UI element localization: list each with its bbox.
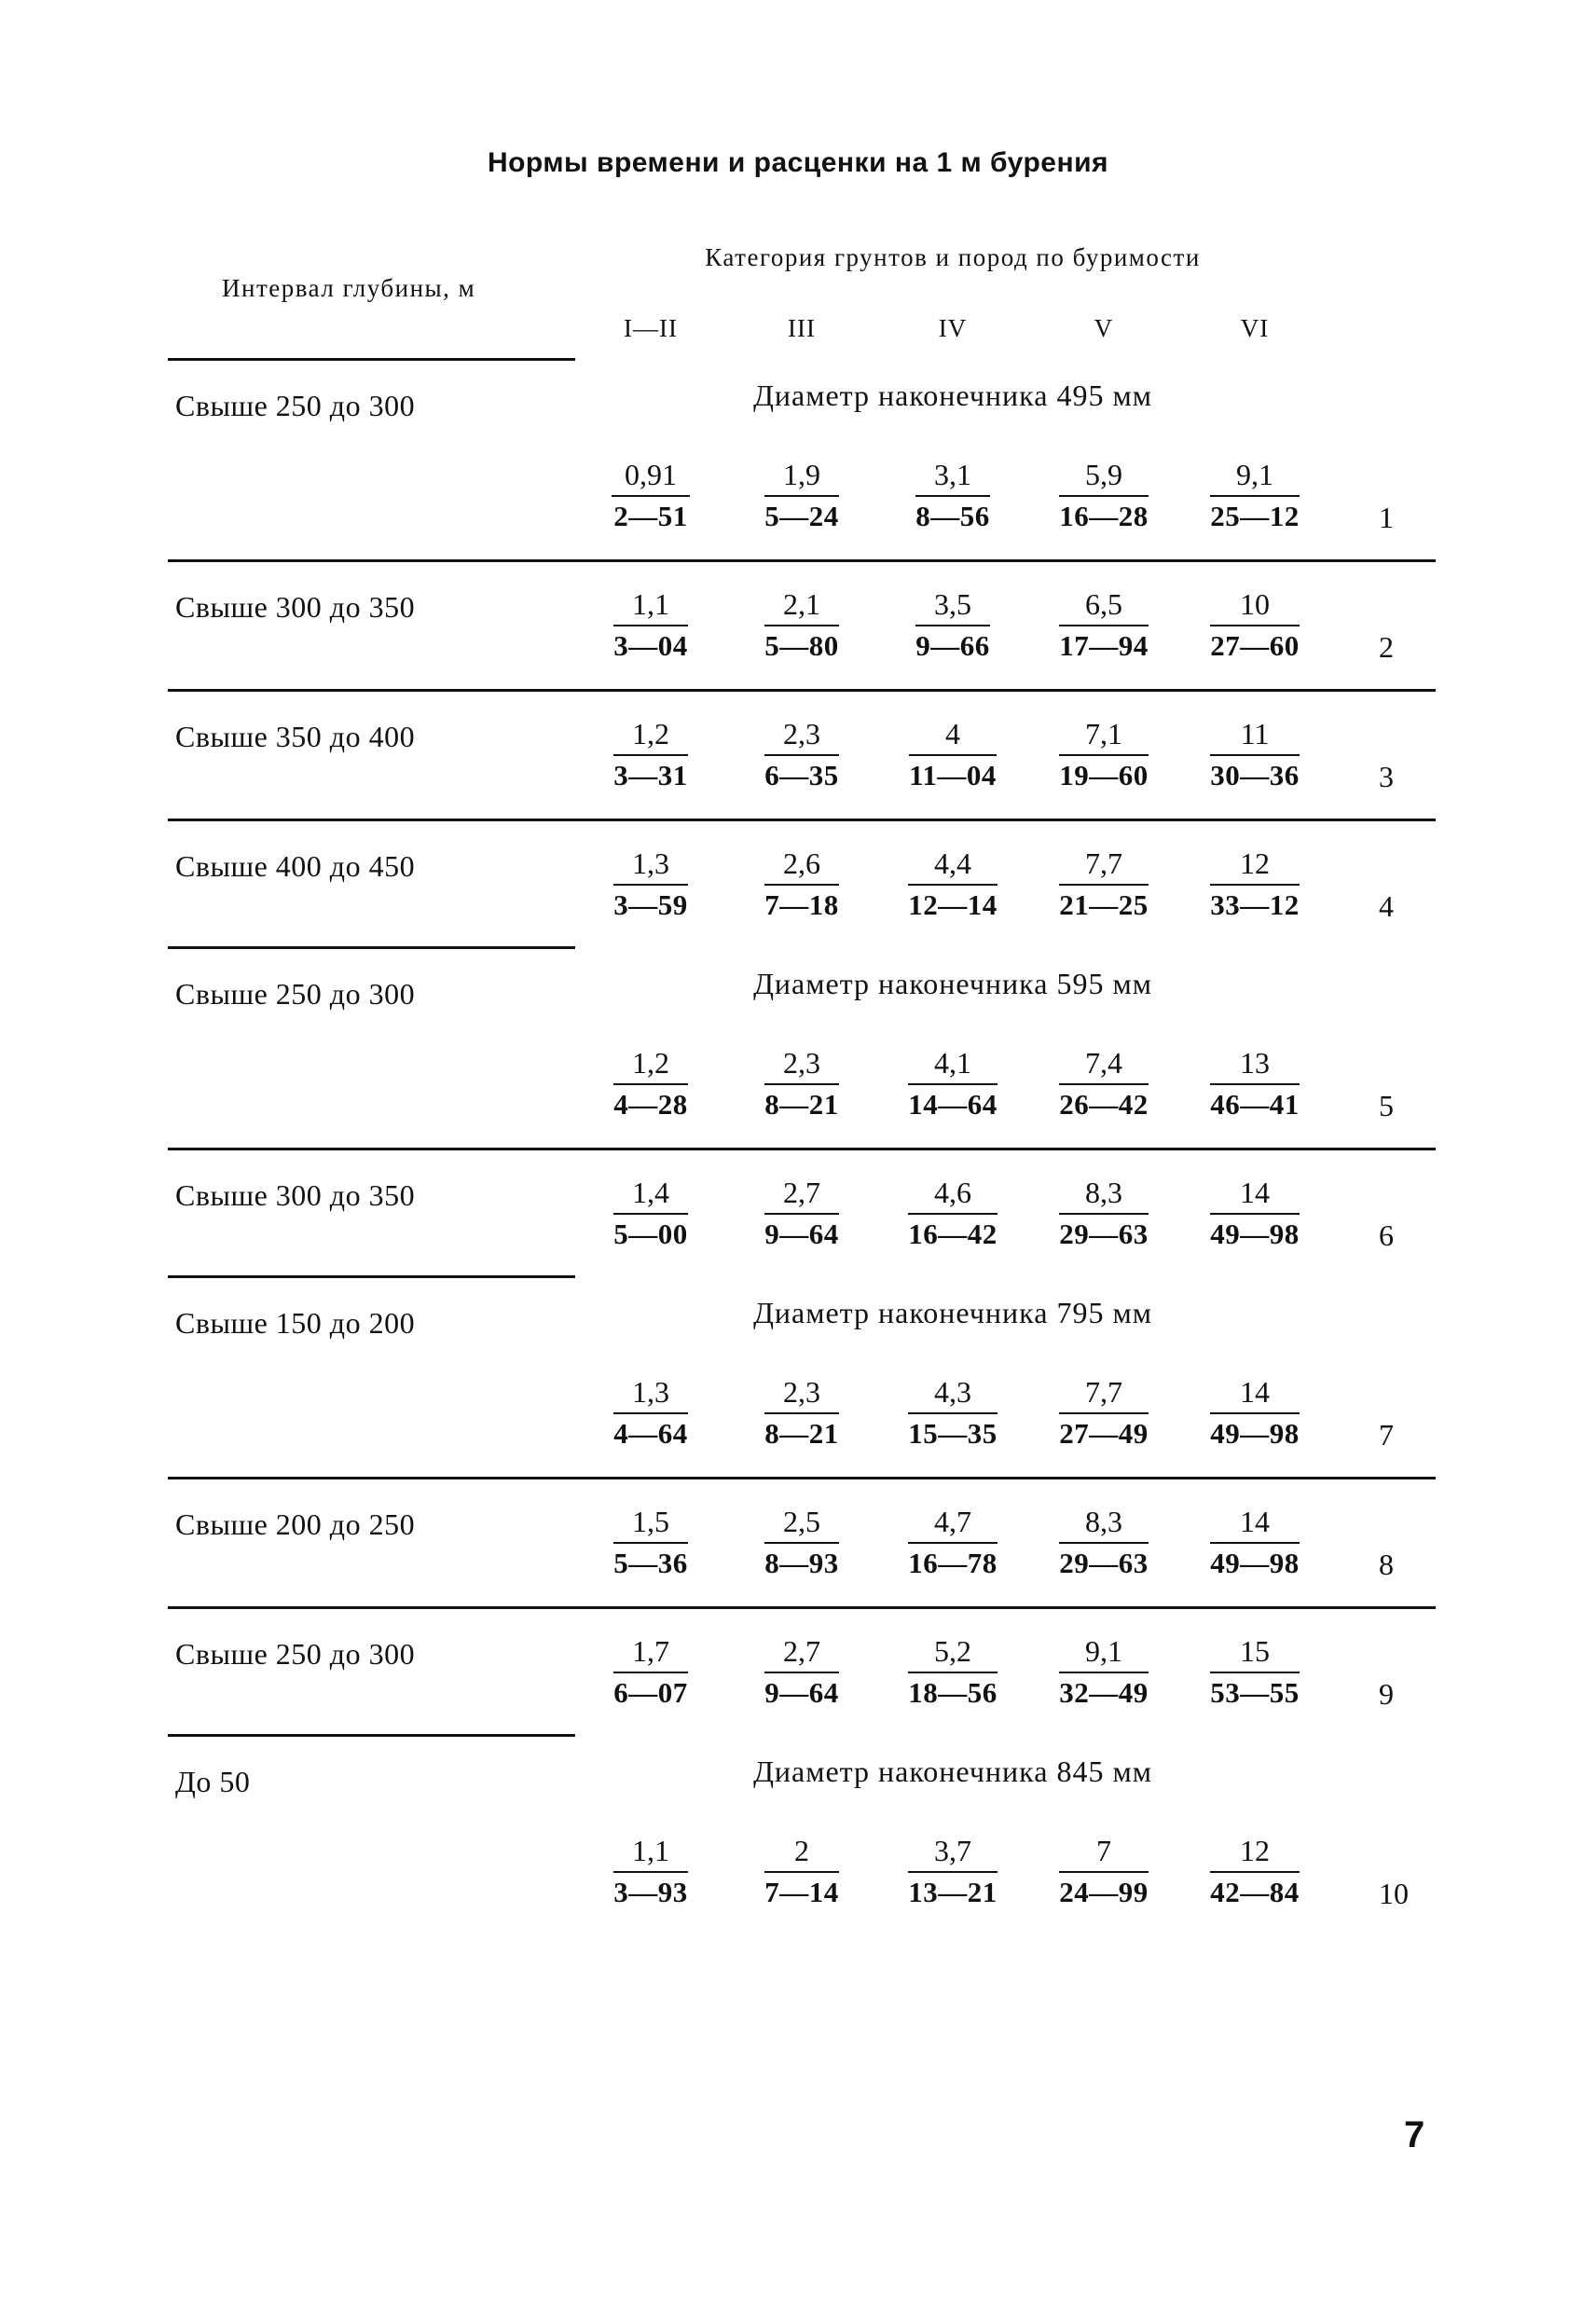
diameter-label: Диаметр наконечника 795 мм <box>753 1296 1152 1329</box>
row-number-spacer <box>1330 948 1436 1021</box>
time-norm: 1,2 <box>613 715 688 756</box>
norm-cell <box>1179 560 1330 690</box>
norm-cell <box>877 1350 1028 1479</box>
price-rate: 3—59 <box>613 888 688 922</box>
norm-fraction <box>764 715 839 794</box>
norm-fraction <box>1210 1174 1300 1253</box>
norm-fraction <box>1059 585 1149 665</box>
diameter-row <box>168 1736 1436 1809</box>
time-norm: 14 <box>1210 1174 1300 1215</box>
time-norm: 7,1 <box>1059 715 1149 756</box>
diameter-label: Диаметр наконечника 595 мм <box>753 967 1152 1000</box>
row-number: 1 <box>1379 500 1394 534</box>
price-rate: 27—49 <box>1059 1417 1149 1451</box>
price-rate: 5—00 <box>613 1218 688 1251</box>
price-rate: 27—60 <box>1210 629 1300 663</box>
norm-fraction <box>1210 715 1300 794</box>
time-norm: 2 <box>764 1832 839 1873</box>
price-rate: 8—93 <box>764 1547 839 1580</box>
norm-cell <box>1028 819 1179 948</box>
row-number: 4 <box>1330 819 1436 948</box>
norm-fraction <box>1210 456 1300 535</box>
price-rate: 33—12 <box>1210 888 1300 922</box>
norm-fraction <box>613 1832 688 1911</box>
norm-cell <box>726 690 877 819</box>
price-rate: 16—78 <box>908 1547 998 1580</box>
price-rate: 24—99 <box>1059 1876 1149 1909</box>
norm-cell <box>1179 690 1330 819</box>
time-norm: 4,3 <box>908 1373 998 1414</box>
price-rate: 18—56 <box>908 1676 998 1710</box>
depth-interval: Свыше 400 до 450 <box>168 819 575 948</box>
depth-interval: Свыше 200 до 250 <box>168 1478 575 1607</box>
time-norm: 5,2 <box>908 1632 998 1673</box>
norm-cell <box>726 1809 877 1935</box>
category-label: IV <box>938 313 968 342</box>
price-rate: 4—64 <box>613 1417 688 1451</box>
time-norm: 7,4 <box>1059 1044 1149 1085</box>
table-row <box>168 690 1436 819</box>
depth-interval: До 50 <box>168 1736 575 1935</box>
norm-cell <box>877 1607 1028 1736</box>
norm-fraction <box>764 456 839 535</box>
diameter-label: Диаметр наконечника 495 мм <box>753 378 1152 412</box>
norm-fraction <box>764 1832 839 1911</box>
time-norm: 1,1 <box>613 585 688 626</box>
time-norm: 4 <box>909 715 997 756</box>
time-norm: 12 <box>1210 845 1300 886</box>
category-header: Категория грунтов и пород по буримости <box>705 242 1201 271</box>
price-rate: 29—63 <box>1059 1218 1149 1251</box>
time-norm: 4,7 <box>908 1503 998 1544</box>
table-row <box>168 819 1436 948</box>
price-rate: 21—25 <box>1059 888 1149 922</box>
time-norm: 8,3 <box>1059 1503 1149 1544</box>
time-norm: 2,7 <box>764 1632 839 1673</box>
time-norm: 13 <box>1210 1044 1300 1085</box>
row-number-header <box>1330 218 1436 360</box>
norm-cell <box>877 819 1028 948</box>
time-norm: 4,6 <box>908 1174 998 1215</box>
time-norm: 14 <box>1210 1373 1300 1414</box>
category-label: III <box>788 313 816 342</box>
depth-interval: Свыше 150 до 200 <box>168 1277 575 1479</box>
row-number: 5 <box>1379 1088 1394 1122</box>
price-rate: 8—56 <box>915 500 990 533</box>
row-number-spacer <box>1330 1277 1436 1350</box>
norm-cell <box>575 1809 726 1935</box>
price-rate: 7—18 <box>764 888 839 922</box>
norm-fraction <box>764 1044 839 1123</box>
norm-fraction <box>1059 1632 1149 1712</box>
norm-cell <box>575 1607 726 1736</box>
norm-fraction <box>613 1373 688 1452</box>
time-norm: 6,5 <box>1059 585 1149 626</box>
row-number: 9 <box>1330 1607 1436 1736</box>
norm-fraction <box>1059 1373 1149 1452</box>
price-rate: 25—12 <box>1210 500 1300 533</box>
norm-cell <box>1028 560 1179 690</box>
time-norm: 12 <box>1210 1832 1300 1873</box>
table-row <box>168 1607 1436 1736</box>
norm-cell <box>1028 1809 1179 1935</box>
price-rate: 9—66 <box>915 629 990 663</box>
row-number: 8 <box>1330 1478 1436 1607</box>
norm-fraction <box>764 585 839 665</box>
category-label: I—II <box>624 313 678 342</box>
norm-cell <box>1179 1809 1330 1935</box>
price-rate: 16—28 <box>1059 500 1149 533</box>
norm-cell <box>877 560 1028 690</box>
time-norm: 3,1 <box>915 456 990 497</box>
norm-fraction <box>1210 585 1300 665</box>
price-rate: 5—80 <box>764 629 839 663</box>
depth-interval: Свыше 300 до 350 <box>168 560 575 690</box>
time-norm: 0,91 <box>612 456 690 497</box>
norm-cell <box>726 1149 877 1277</box>
row-number: 7 <box>1379 1417 1394 1452</box>
depth-interval: Свыше 250 до 300 <box>168 948 575 1149</box>
price-rate: 32—49 <box>1059 1676 1149 1710</box>
price-rate: 16—42 <box>908 1218 998 1251</box>
page-number: 7 <box>1404 2114 1425 2155</box>
price-rate: 42—84 <box>1210 1876 1300 1909</box>
norm-cell <box>1179 819 1330 948</box>
row-number-spacer <box>1330 360 1436 433</box>
table-row <box>168 1149 1436 1277</box>
norm-cell <box>726 433 877 561</box>
norm-fraction <box>613 845 688 924</box>
norm-fraction <box>1059 715 1149 794</box>
time-norm: 2,3 <box>764 1044 839 1085</box>
norm-cell <box>575 433 726 561</box>
norm-fraction <box>613 1503 688 1582</box>
norm-fraction <box>915 585 990 665</box>
norm-fraction <box>613 585 688 665</box>
time-norm: 5,9 <box>1059 456 1149 497</box>
time-norm: 4,4 <box>908 845 998 886</box>
depth-interval: Свыше 250 до 300 <box>168 360 575 561</box>
time-norm: 7,7 <box>1059 1373 1149 1414</box>
norm-fraction <box>764 1174 839 1253</box>
diameter-row <box>168 948 1436 1021</box>
time-norm: 4,1 <box>908 1044 998 1085</box>
time-norm: 1,1 <box>613 1832 688 1873</box>
norm-fraction <box>908 845 998 924</box>
time-norm: 3,7 <box>908 1832 998 1873</box>
time-norm: 8,3 <box>1059 1174 1149 1215</box>
norm-cell <box>1028 1021 1179 1149</box>
norm-cell <box>1028 1478 1179 1607</box>
time-norm: 9,1 <box>1210 456 1300 497</box>
norm-fraction <box>908 1174 998 1253</box>
norm-cell <box>1028 433 1179 561</box>
norm-cell <box>1179 1478 1330 1607</box>
norm-cell <box>726 1021 877 1149</box>
norm-fraction <box>1059 456 1149 535</box>
time-norm: 2,1 <box>764 585 839 626</box>
norm-cell <box>1028 1149 1179 1277</box>
norm-cell <box>877 433 1028 561</box>
price-rate: 29—63 <box>1059 1547 1149 1580</box>
time-norm: 3,5 <box>915 585 990 626</box>
price-rate: 17—94 <box>1059 629 1149 663</box>
norm-fraction <box>1059 1832 1149 1911</box>
time-norm: 15 <box>1210 1632 1300 1673</box>
row-number: 10 <box>1379 1876 1409 1910</box>
norm-fraction <box>908 1832 998 1911</box>
norm-cell <box>726 1350 877 1479</box>
diameter-row <box>168 1277 1436 1350</box>
norm-cell <box>877 1149 1028 1277</box>
price-rate: 49—98 <box>1210 1417 1300 1451</box>
norm-cell <box>1028 690 1179 819</box>
norm-cell <box>575 690 726 819</box>
depth-interval: Свыше 300 до 350 <box>168 1149 575 1277</box>
price-rate: 5—24 <box>764 500 839 533</box>
price-rate: 49—98 <box>1210 1218 1300 1251</box>
norm-fraction <box>1059 1044 1149 1123</box>
norm-fraction <box>908 1044 998 1123</box>
depth-interval: Свыше 350 до 400 <box>168 690 575 819</box>
price-rate: 12—14 <box>908 888 998 922</box>
time-norm: 2,6 <box>764 845 839 886</box>
time-norm: 7,7 <box>1059 845 1149 886</box>
time-norm: 11 <box>1210 715 1300 756</box>
norm-cell <box>1028 1350 1179 1479</box>
norm-fraction <box>908 1632 998 1712</box>
price-rate: 8—21 <box>764 1417 839 1451</box>
price-rate: 13—21 <box>908 1876 998 1909</box>
norm-fraction <box>1059 845 1149 924</box>
norm-cell <box>575 819 726 948</box>
price-rate: 46—41 <box>1210 1088 1300 1122</box>
norm-cell <box>726 1607 877 1736</box>
row-number: 6 <box>1330 1149 1436 1277</box>
norm-cell <box>877 1478 1028 1607</box>
norm-cell <box>877 1809 1028 1935</box>
price-rate: 30—36 <box>1210 759 1300 792</box>
price-rate: 6—07 <box>613 1676 688 1710</box>
norm-fraction <box>613 715 688 794</box>
row-number: 2 <box>1330 560 1436 690</box>
norm-cell <box>575 1149 726 1277</box>
norm-fraction <box>613 1632 688 1712</box>
price-rate: 6—35 <box>764 759 839 792</box>
time-norm: 1,4 <box>613 1174 688 1215</box>
norm-fraction <box>915 456 990 535</box>
category-label: VI <box>1240 313 1270 342</box>
time-norm: 2,3 <box>764 715 839 756</box>
price-rate: 2—51 <box>613 500 688 533</box>
price-rate: 5—36 <box>613 1547 688 1580</box>
norm-cell <box>726 560 877 690</box>
norm-cell <box>877 1021 1028 1149</box>
norm-fraction <box>764 845 839 924</box>
norm-fraction <box>613 1044 688 1123</box>
time-norm: 1,7 <box>613 1632 688 1673</box>
price-rate: 11—04 <box>909 759 997 792</box>
norm-cell <box>1179 1021 1330 1149</box>
time-norm: 1,3 <box>613 1373 688 1414</box>
time-norm: 2,5 <box>764 1503 839 1544</box>
norms-table-body <box>168 218 1436 1935</box>
norm-cell <box>1179 1607 1330 1736</box>
price-rate: 3—31 <box>613 759 688 792</box>
time-norm: 1,9 <box>764 456 839 497</box>
page-title: Нормы времени и расценки на 1 м бурения <box>487 147 1109 178</box>
norm-cell <box>877 690 1028 819</box>
price-rate: 4—28 <box>613 1088 688 1122</box>
norm-cell <box>1028 1607 1179 1736</box>
header-row <box>168 218 1436 297</box>
norm-cell <box>1179 1149 1330 1277</box>
price-rate: 15—35 <box>908 1417 998 1451</box>
norm-cell <box>575 560 726 690</box>
norm-fraction <box>1059 1503 1149 1582</box>
price-rate: 14—64 <box>908 1088 998 1122</box>
norm-fraction <box>612 456 690 535</box>
time-norm: 7 <box>1059 1832 1149 1873</box>
norm-fraction <box>909 715 997 794</box>
norm-fraction <box>1059 1174 1149 1253</box>
price-rate: 7—14 <box>764 1876 839 1909</box>
norm-fraction <box>908 1373 998 1452</box>
norm-cell <box>726 819 877 948</box>
depth-interval: Свыше 250 до 300 <box>168 1607 575 1736</box>
norm-cell <box>575 1478 726 1607</box>
diameter-row <box>168 360 1436 433</box>
price-rate: 3—93 <box>613 1876 688 1909</box>
interval-header: Интервал глубины, м <box>222 273 476 302</box>
norms-table <box>168 218 1436 1935</box>
table-row <box>168 1478 1436 1607</box>
norm-fraction <box>764 1373 839 1452</box>
price-rate: 26—42 <box>1059 1088 1149 1122</box>
norm-cell <box>726 1478 877 1607</box>
price-rate: 9—64 <box>764 1676 839 1710</box>
norm-fraction <box>1210 1044 1300 1123</box>
time-norm: 2,7 <box>764 1174 839 1215</box>
norm-cell <box>1179 1350 1330 1479</box>
time-norm: 14 <box>1210 1503 1300 1544</box>
time-norm: 9,1 <box>1059 1632 1149 1673</box>
price-rate: 19—60 <box>1059 759 1149 792</box>
norm-fraction <box>613 1174 688 1253</box>
time-norm: 2,3 <box>764 1373 839 1414</box>
norm-fraction <box>764 1632 839 1712</box>
norm-fraction <box>1210 1503 1300 1582</box>
price-rate: 49—98 <box>1210 1547 1300 1580</box>
norm-fraction <box>1210 1632 1300 1712</box>
price-rate: 3—04 <box>613 629 688 663</box>
norm-cell <box>575 1021 726 1149</box>
table-row <box>168 560 1436 690</box>
row-number-spacer <box>1330 1736 1436 1809</box>
norm-fraction <box>1210 1373 1300 1452</box>
norm-cell <box>1179 433 1330 561</box>
price-rate: 9—64 <box>764 1218 839 1251</box>
norm-fraction <box>764 1503 839 1582</box>
diameter-label: Диаметр наконечника 845 мм <box>753 1755 1152 1788</box>
price-rate: 8—21 <box>764 1088 839 1122</box>
price-rate: 53—55 <box>1210 1676 1300 1710</box>
time-norm: 1,3 <box>613 845 688 886</box>
category-label: V <box>1094 313 1114 342</box>
norm-fraction <box>1210 1832 1300 1911</box>
row-number: 3 <box>1330 690 1436 819</box>
time-norm: 1,5 <box>613 1503 688 1544</box>
norm-fraction <box>908 1503 998 1582</box>
norm-cell <box>575 1350 726 1479</box>
norm-fraction <box>1210 845 1300 924</box>
time-norm: 1,2 <box>613 1044 688 1085</box>
time-norm: 10 <box>1210 585 1300 626</box>
